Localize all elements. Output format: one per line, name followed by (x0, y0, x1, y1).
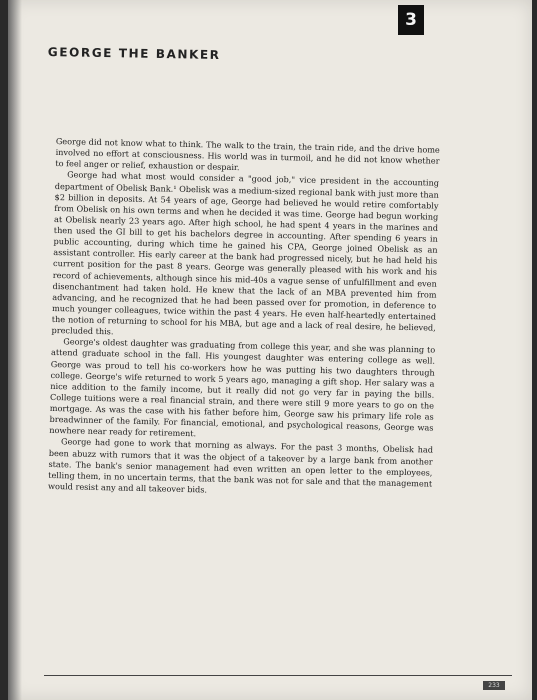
footer-rule (44, 675, 512, 676)
page-number: 233 (483, 681, 505, 690)
chapter-number-badge: 3 (398, 5, 424, 35)
paragraph: George's oldest daughter was graduating from college this year, and she was planning to attend graduate school in the fall. His youngest daughter was entering college as well. George was proud to tell his co-workers how he was putting his two daughters through college. George's wife returned to work 5 years ago, managing a gift shop. Her salary was a nice addition to the family income, but it really did not go very far in paying the bills. College tuitions were a real financial strain, and there were still 9 more years to go on the mortgage. As was the case with his father before him, George saw his primary life role as breadwinner of the family. For financial, emotional, and psychological reasons, George was nowhere near ready for retirement. (49, 336, 436, 439)
paragraph: George had gone to work that morning as always. For the past 3 months, Obelisk had been abuzz with rumors that it was the object of a takeover by a large bank from another state. The bank's senior management had even written an open letter to the employees, telling them, in no uncertain terms, that the bank was not for sale and that the management would resist any and all takeover bids. (47, 436, 434, 495)
body-text (48, 136, 440, 501)
binding-shadow (8, 0, 22, 700)
paragraph: George had what most would consider a "good job," vice president in the accounting department of Obelisk Bank.¹ Obelisk was a medium-sized regional bank with just more than $2 billion in deposits. At 54 years of age, George had believed he would retire comfortably from Obelisk on his own terms and when he decided it was time. George had begun working at Obelisk nearly 23 years ago. After high school, he had spent 4 years in the marines and then used the GI bill to get his bachelors degree in accounting. After spending 6 years in public accounting, during which time he gained his CPA, George joined Obelisk as an assistant controller. His early career at the bank had progressed nicely, but he had held his current position for the past 8 years. George was generally pleased with his work and his record of achievements, although since his mid-40s a vague sense of unfulfillment and even disenchantment had taken hold. He knew that the lack of an MBA prevented him from advancing, and he recognized that he had been passed over for promotion, in deference to much younger colleagues, twice within the past 4 years. He even half-heartedly entertained the notion of returning to school for his MBA, but age and a lack of real desire, he believed, precluded this. (51, 169, 440, 337)
paragraph: George did not know what to think. The walk to the train, the train ride, and the drive home involved no effort at consciousness. His world was in turmoil, and he did not know whether to feel anger or relief, exhaustion or despair. (55, 136, 440, 173)
chapter-title: GEORGE THE BANKER (47, 45, 221, 63)
book-page (8, 0, 532, 700)
